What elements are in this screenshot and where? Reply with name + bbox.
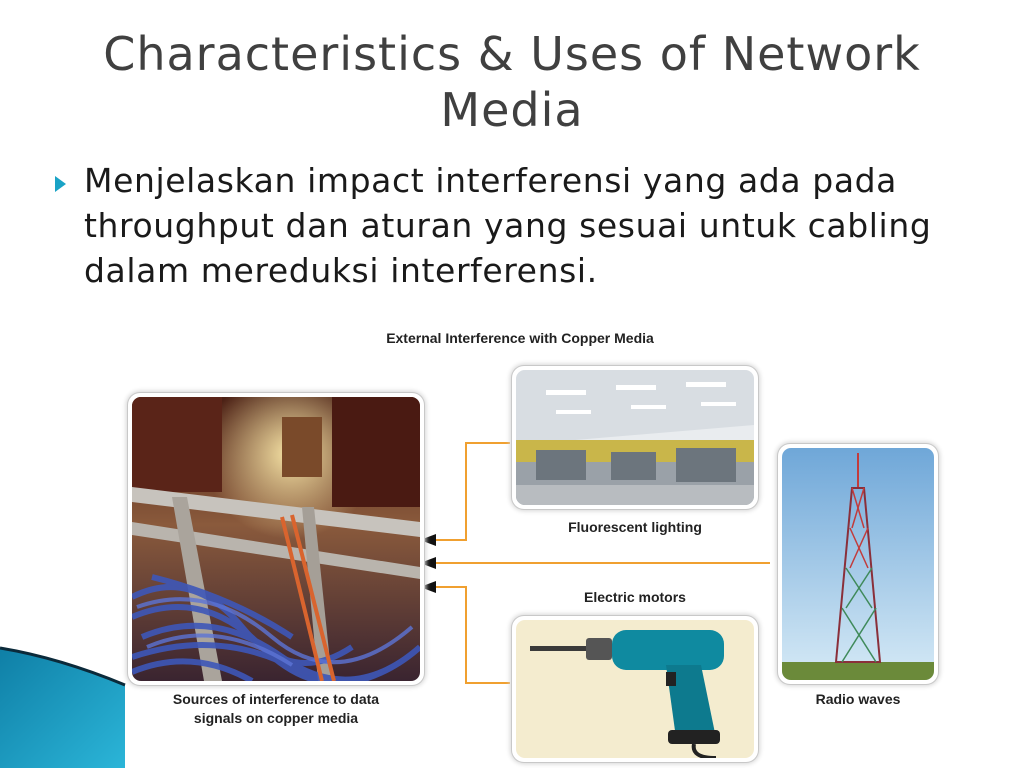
motors-label: Electric motors [584, 589, 686, 605]
slide-title: Characteristics & Uses of Network Media [103, 27, 921, 137]
figure-caption: External Interference with Copper Media [386, 330, 654, 346]
sources-label [128, 690, 424, 728]
fluorescent-connector-line [433, 443, 510, 540]
electric-drill-photo [512, 616, 758, 762]
radio-tower-photo [778, 444, 938, 684]
radio-label: Radio waves [815, 691, 901, 707]
motors-connector-line [433, 587, 510, 683]
sources-label-line2: signals on copper media [193, 710, 359, 726]
fluorescent-lighting-photo [512, 366, 758, 509]
cabling-photo [128, 393, 424, 685]
sources-label-line1: Sources of interference to data [172, 691, 380, 707]
bullet-text: Menjelaskan impact interferensi yang ada pada throughput dan aturan yang sesuai untuk cabling dalam mereduksi interferensi. [84, 161, 932, 290]
fluorescent-label: Fluorescent lighting [568, 519, 702, 535]
